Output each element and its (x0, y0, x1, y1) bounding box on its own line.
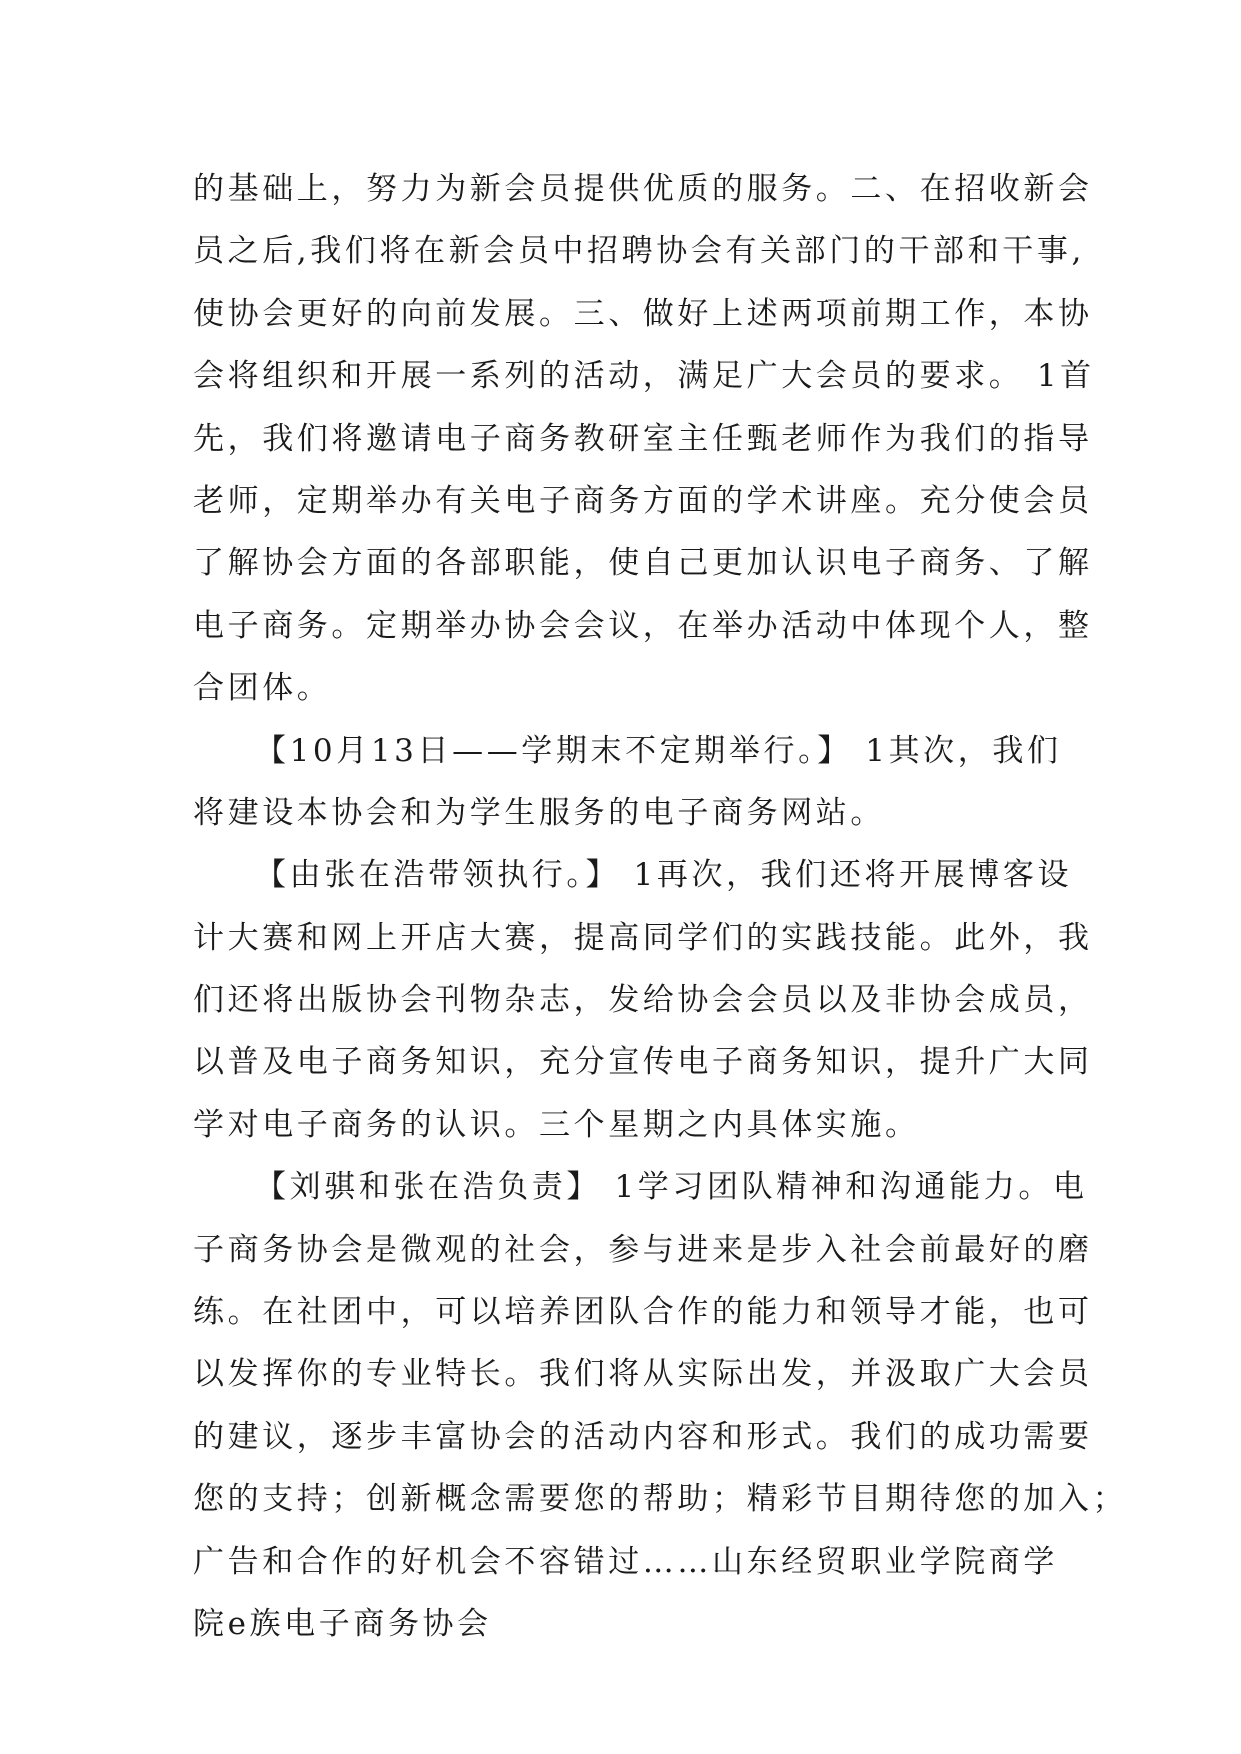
text-line: 会将组织和开展一系列的活动，满足广大会员的要求。 1首 (193, 358, 1095, 395)
text-line: 电子商务。定期举办协会会议，在举办活动中体现个人，整 (193, 607, 1093, 644)
paragraph-start-line: 【由张在浩带领执行。】 1再次，我们还将开展博客设 (255, 857, 1073, 894)
text-line: 学对电子商务的认识。三个星期之内具体实施。 (193, 1106, 920, 1143)
text-line: 以普及电子商务知识，充分宣传电子商务知识，提升广大同 (193, 1044, 1093, 1081)
text-line: 您的支持；创新概念需要您的帮助；精彩节目期待您的加入； (193, 1481, 1128, 1518)
text-line: 使协会更好的向前发展。三、做好上述两项前期工作，本协 (193, 295, 1093, 332)
paragraph-start-line: 【10月13日——学期末不定期举行。】 1其次，我们 (255, 732, 1062, 769)
text-line: 院e族电子商务协会 (193, 1605, 492, 1642)
text-line: 了解协会方面的各部职能，使自己更加认识电子商务、了解 (193, 545, 1093, 582)
text-line: 以发挥你的专业特长。我们将从实际出发，并汲取广大会员 (193, 1356, 1093, 1393)
text-line: 子商务协会是微观的社会，参与进来是步入社会前最好的磨 (193, 1231, 1093, 1268)
text-line: 们还将出版协会刊物杂志，发给协会会员以及非协会成员， (193, 982, 1093, 1019)
text-line: 练。在社团中，可以培养团队合作的能力和领导才能，也可 (193, 1294, 1093, 1331)
text-line: 计大赛和网上开店大赛，提高同学们的实践技能。此外，我 (193, 919, 1093, 956)
text-line: 的建议，逐步丰富协会的活动内容和形式。我们的成功需要 (193, 1418, 1093, 1455)
text-line: 将建设本协会和为学生服务的电子商务网站。 (193, 794, 885, 831)
text-line: 老师，定期举办有关电子商务方面的学术讲座。充分使会员 (193, 482, 1093, 519)
paragraph-start-line: 【刘骐和张在浩负责】 1学习团队精神和沟通能力。电 (255, 1169, 1088, 1206)
body-text (193, 158, 1128, 1655)
text-line: 合团体。 (193, 670, 332, 707)
text-line: 先，我们将邀请电子商务教研室主任甄老师作为我们的指导 (193, 420, 1093, 457)
text-line: 广告和合作的好机会不容错过……山东经贸职业学院商学 (193, 1543, 1058, 1580)
text-line: 的基础上，努力为新会员提供优质的服务。二、在招收新会 (193, 171, 1093, 207)
text-line: 员之后,我们将在新会员中招聘协会有关部门的干部和干事, (193, 233, 1085, 270)
